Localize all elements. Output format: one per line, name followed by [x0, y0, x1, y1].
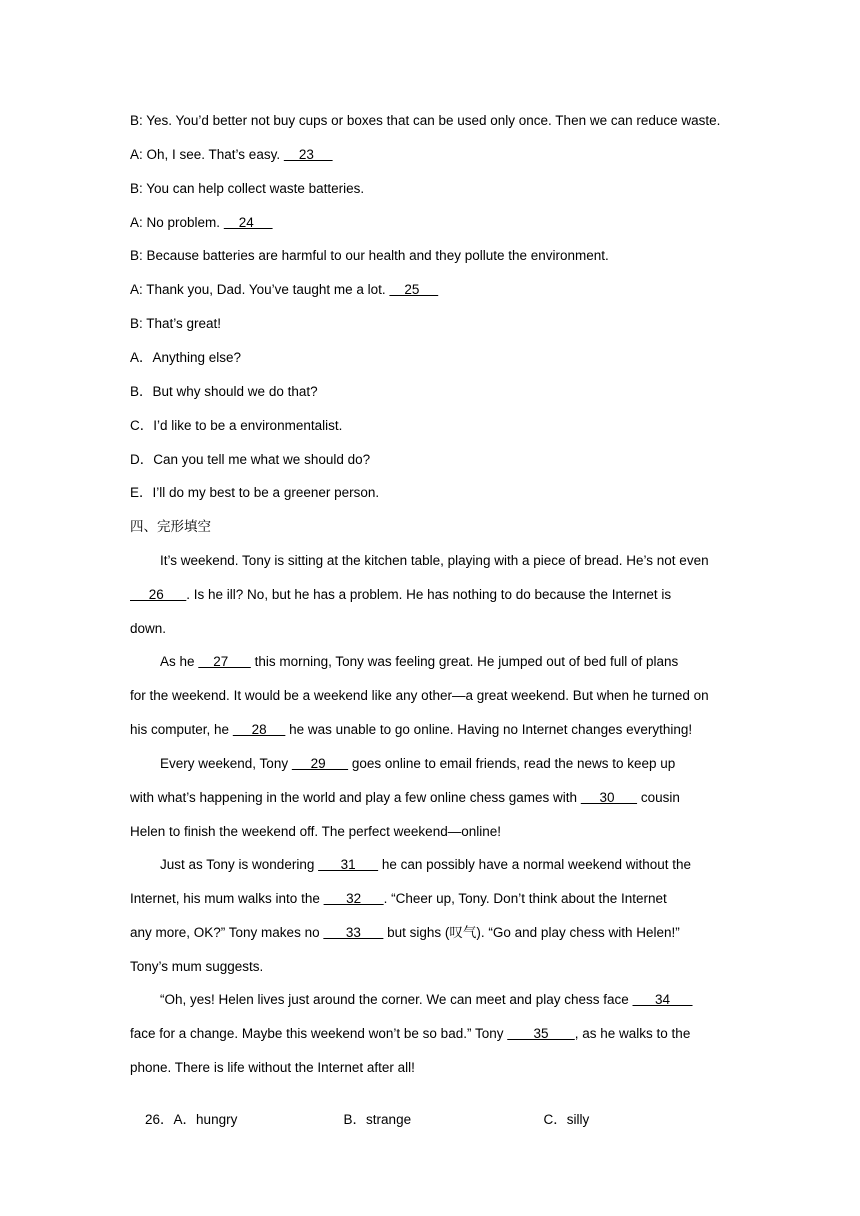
- option-e: E．I’ll do my best to be a greener person.: [130, 485, 380, 500]
- passage-text: this morning, Tony was feeling great. He jumped out of bed full of plans: [250, 654, 679, 669]
- answer-blank-28: 28: [232, 722, 286, 737]
- passage-text: Just as Tony is wondering: [160, 857, 319, 872]
- passage-text: As he: [160, 654, 199, 669]
- answer-blank-27: 27: [198, 654, 251, 669]
- section-title: 四、完形填空: [130, 519, 211, 535]
- passage-line: Helen to finish the weekend off. The perfect weekend—online!: [130, 824, 501, 839]
- answer-blank-32: 32: [323, 891, 384, 906]
- option-c: C．I’d like to be a environmentalist.: [130, 418, 343, 433]
- passage-line: [130, 1025, 690, 1043]
- option-d: D．Can you tell me what we should do?: [130, 452, 371, 467]
- dialogue-line: B: Yes. You’d better not buy cups or boxes that can be used only once. Then we can reduce waste.: [130, 113, 721, 128]
- dialogue-line: [130, 214, 273, 232]
- answer-blank-25: 25: [389, 282, 439, 297]
- passage-text: , as he walks to the: [574, 1026, 691, 1041]
- dialogue-text: A: Oh, I see. That’s easy.: [130, 147, 284, 162]
- choice-c: C．silly: [543, 1112, 590, 1127]
- answer-blank-24: 24: [223, 215, 273, 230]
- passage-line: It’s weekend. Tony is sitting at the kitchen table, playing with a piece of bread. He’s not even: [160, 553, 709, 568]
- passage-line: [160, 991, 693, 1009]
- passage-text: . Is he ill? No, but he has a problem. He has nothing to do because the Internet is: [186, 587, 672, 602]
- dialogue-line: [130, 146, 333, 164]
- dialogue-text: A: Thank you, Dad. You’ve taught me a lot.: [130, 282, 390, 297]
- answer-blank-34: 34: [632, 992, 693, 1007]
- answer-blank-30: 30: [580, 790, 638, 805]
- answer-blank-35: 35: [507, 1026, 575, 1041]
- passage-text: “Oh, yes! Helen lives just around the corner. We can meet and play chess face: [160, 992, 633, 1007]
- option-b: B．But why should we do that?: [130, 384, 318, 399]
- answer-blank-23: 23: [283, 147, 333, 162]
- passage-line: [130, 890, 667, 908]
- passage-line: phone. There is life without the Internet after all!: [130, 1060, 415, 1075]
- passage-text: he was unable to go online. Having no Internet changes everything!: [285, 722, 693, 737]
- passage-text: Every weekend, Tony: [160, 756, 292, 771]
- passage-text: his computer, he: [130, 722, 233, 737]
- passage-line: [160, 653, 678, 671]
- dialogue-line: [130, 281, 438, 299]
- passage-text: Internet, his mum walks into the: [130, 891, 324, 906]
- passage-text: cousin: [637, 790, 680, 805]
- option-a: A．Anything else?: [130, 350, 242, 365]
- passage-text: face for a change. Maybe this weekend won’t be so bad.” Tony: [130, 1026, 508, 1041]
- passage-line: [130, 924, 680, 942]
- dialogue-line: B: You can help collect waste batteries.: [130, 181, 365, 196]
- passage-line: [160, 856, 691, 874]
- answer-blank-31: 31: [318, 857, 379, 872]
- dialogue-text: A: No problem.: [130, 215, 224, 230]
- passage-line: [130, 721, 692, 739]
- answer-blank-26: 26: [130, 587, 187, 602]
- passage-text: goes online to email friends, read the news to keep up: [348, 756, 676, 771]
- passage-line: [130, 586, 671, 604]
- passage-text: but sighs (叹气). “Go and play chess with Helen!”: [383, 925, 680, 940]
- passage-text: any more, OK?” Tony makes no: [130, 925, 324, 940]
- dialogue-line: B: That’s great!: [130, 316, 222, 331]
- dialogue-line: B: Because batteries are harmful to our health and they pollute the environment.: [130, 248, 609, 263]
- passage-line: [130, 789, 680, 807]
- passage-text: . “Cheer up, Tony. Don’t think about the Internet: [383, 891, 667, 906]
- passage-line: [160, 755, 675, 773]
- passage-text: with what’s happening in the world and play a few online chess games with: [130, 790, 581, 805]
- answer-blank-33: 33: [323, 925, 384, 940]
- choice-b: B．strange: [343, 1112, 412, 1127]
- question-26: [130, 1093, 730, 1127]
- answer-blank-29: 29: [291, 756, 349, 771]
- passage-line: for the weekend. It would be a weekend like any other—a great weekend. But when he turned on: [130, 688, 709, 703]
- choice-a: A．hungry: [173, 1112, 238, 1127]
- passage-line: down.: [130, 621, 167, 636]
- passage-text: he can possibly have a normal weekend without the: [378, 857, 692, 872]
- question-number: 26．: [145, 1112, 174, 1127]
- passage-line: Tony’s mum suggests.: [130, 959, 264, 974]
